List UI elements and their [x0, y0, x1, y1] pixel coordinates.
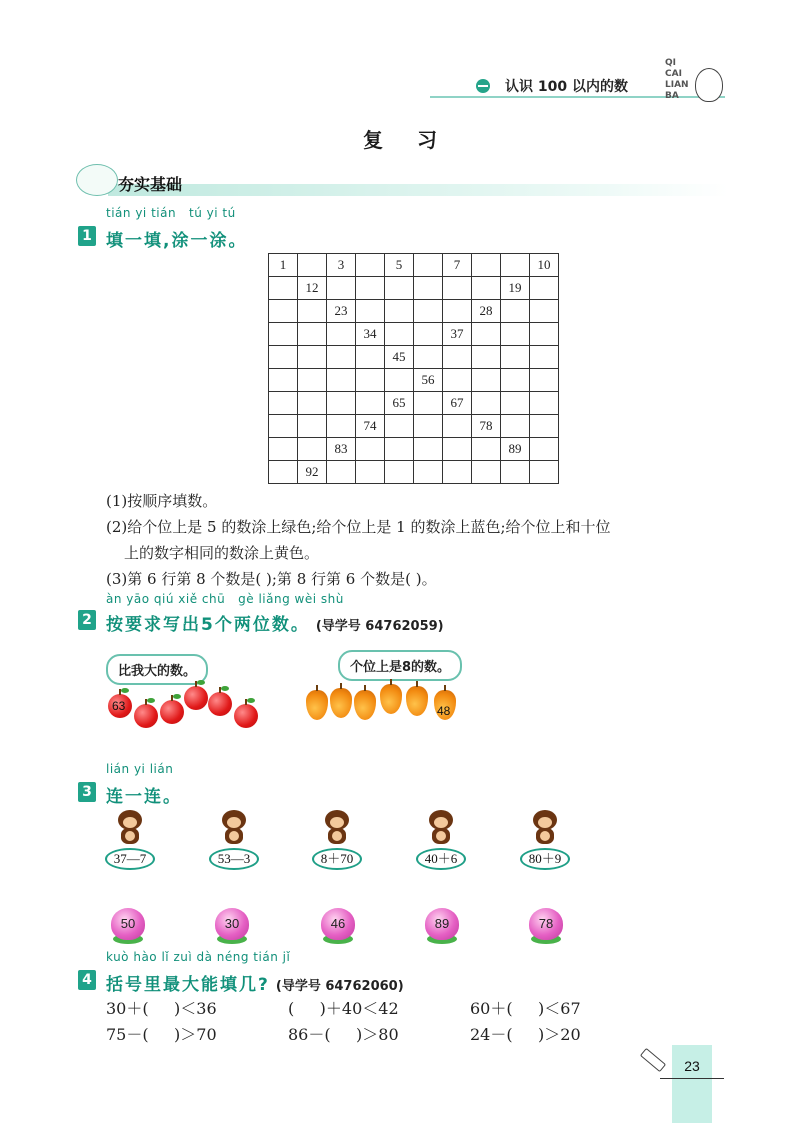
grid-cell[interactable]	[501, 346, 530, 369]
grid-cell[interactable]: 7	[443, 254, 472, 277]
grid-cell[interactable]	[501, 369, 530, 392]
grid-cell[interactable]	[443, 300, 472, 323]
grid-cell[interactable]	[385, 438, 414, 461]
grid-cell[interactable]	[327, 277, 356, 300]
grid-cell[interactable]	[269, 461, 298, 484]
grid-cell[interactable]	[472, 254, 501, 277]
grid-cell[interactable]	[269, 415, 298, 438]
grid-cell[interactable]: 45	[385, 346, 414, 369]
grid-cell[interactable]	[530, 346, 559, 369]
grid-cell[interactable]	[298, 346, 327, 369]
grid-cell[interactable]	[501, 323, 530, 346]
q3-pinyin: lián yi lián	[106, 762, 174, 776]
grid-row	[269, 415, 559, 438]
chapter-title: 认识 100 以内的数	[505, 79, 628, 95]
apple-icon	[208, 692, 232, 716]
grid-cell[interactable]	[443, 277, 472, 300]
mascot-face-icon	[695, 68, 723, 102]
peach-number: 46	[321, 908, 355, 940]
grid-cell[interactable]	[414, 438, 443, 461]
grid-cell[interactable]	[472, 392, 501, 415]
grid-cell[interactable]	[298, 438, 327, 461]
grid-cell[interactable]	[530, 415, 559, 438]
monkey-icon	[530, 810, 560, 846]
apple-label: 63	[112, 699, 126, 713]
grid-cell[interactable]	[327, 461, 356, 484]
grid-cell[interactable]	[443, 415, 472, 438]
grid-cell[interactable]	[327, 392, 356, 415]
apple-icon	[160, 700, 184, 724]
grid-cell[interactable]	[530, 300, 559, 323]
q1-sub1: (1)按顺序填数。	[106, 492, 218, 510]
grid-cell[interactable]: 5	[385, 254, 414, 277]
grid-cell[interactable]	[269, 369, 298, 392]
grid-cell[interactable]	[298, 323, 327, 346]
grid-cell[interactable]	[443, 369, 472, 392]
grid-cell[interactable]	[385, 415, 414, 438]
apple-icon	[184, 686, 208, 710]
grid-cell[interactable]	[269, 346, 298, 369]
grid-cell[interactable]	[385, 277, 414, 300]
grid-row	[269, 369, 559, 392]
expression-bubble: 8＋70	[312, 848, 362, 870]
grid-cell[interactable]	[356, 438, 385, 461]
grid-cell[interactable]: 37	[443, 323, 472, 346]
page-title: 复习	[363, 128, 471, 152]
grid-cell[interactable]	[356, 461, 385, 484]
speech-bubble-right: 个位上是8的数。	[338, 650, 462, 681]
grid-cell[interactable]: 83	[327, 438, 356, 461]
inequality: ( )＋40＜42	[288, 999, 399, 1018]
inequality: 75－( )＞70	[106, 1025, 217, 1044]
section-band	[108, 184, 728, 196]
grid-row	[269, 277, 559, 300]
q1-sub2-line2: 上的数字相同的数涂上黄色。	[124, 544, 320, 562]
grid-cell[interactable]	[443, 346, 472, 369]
q4-number: 4	[78, 970, 96, 990]
section-mascot-icon	[76, 164, 118, 196]
grid-cell[interactable]	[298, 415, 327, 438]
inequality: 24－( )＞20	[470, 1025, 581, 1044]
page-number: 23	[684, 1058, 700, 1074]
grid-cell[interactable]	[501, 254, 530, 277]
grid-cell[interactable]	[327, 415, 356, 438]
grid-cell[interactable]: 1	[269, 254, 298, 277]
series-logo: QI CAI LIAN BA	[665, 58, 689, 101]
grid-cell[interactable]	[327, 369, 356, 392]
q2-guide-number: (导学号 64762059)	[315, 619, 444, 634]
q2-instruction: 按要求写出5个两位数。 (导学号 64762059)	[106, 615, 444, 635]
grid-cell[interactable]	[501, 415, 530, 438]
grid-cell[interactable]: 10	[530, 254, 559, 277]
grid-row	[269, 461, 559, 484]
grid-cell[interactable]: 74	[356, 415, 385, 438]
grid-cell[interactable]	[414, 415, 443, 438]
apple-icon	[134, 704, 158, 728]
grid-cell[interactable]: 92	[298, 461, 327, 484]
grid-cell[interactable]	[472, 438, 501, 461]
grid-cell[interactable]: 23	[327, 300, 356, 323]
grid-cell[interactable]	[298, 300, 327, 323]
grid-cell[interactable]	[269, 392, 298, 415]
grid-cell[interactable]	[530, 277, 559, 300]
grid-cell[interactable]	[443, 438, 472, 461]
grid-cell[interactable]	[530, 461, 559, 484]
speech-bubble-left: 比我大的数。	[106, 654, 208, 685]
grid-cell[interactable]	[501, 461, 530, 484]
grid-cell[interactable]	[414, 277, 443, 300]
pear-icon	[330, 688, 352, 718]
grid-cell[interactable]	[530, 392, 559, 415]
apple-icon	[234, 704, 258, 728]
grid-cell[interactable]: 56	[414, 369, 443, 392]
grid-cell[interactable]	[443, 461, 472, 484]
grid-cell[interactable]	[269, 300, 298, 323]
q1-sub3: (3)第 6 行第 8 个数是( );第 8 行第 6 个数是( )。	[106, 570, 437, 588]
monkey-icon	[426, 810, 456, 846]
inequality: 86－( )＞80	[288, 1025, 399, 1044]
grid-cell[interactable]	[356, 254, 385, 277]
grid-cell[interactable]	[472, 461, 501, 484]
grid-cell[interactable]	[414, 461, 443, 484]
pear-label: 48	[437, 704, 451, 718]
q1-pinyin: tián yi tián tú yi tú	[106, 206, 236, 220]
grid-cell[interactable]	[414, 300, 443, 323]
q4-guide-number: (导学号 64762060)	[275, 979, 404, 994]
grid-cell[interactable]	[530, 369, 559, 392]
pear-icon	[380, 684, 402, 714]
peach-number: 89	[425, 908, 459, 940]
monkey-icon	[115, 810, 145, 846]
pencil-icon	[640, 1048, 666, 1072]
peach-number: 50	[111, 908, 145, 940]
grid-cell[interactable]	[472, 277, 501, 300]
grid-cell[interactable]	[530, 323, 559, 346]
grid-cell[interactable]	[385, 461, 414, 484]
grid-cell[interactable]	[385, 300, 414, 323]
grid-cell[interactable]	[356, 392, 385, 415]
grid-cell[interactable]	[501, 392, 530, 415]
grid-cell[interactable]	[356, 277, 385, 300]
q1-instruction: 填一填,涂一涂。	[106, 231, 248, 251]
grid-cell[interactable]	[269, 438, 298, 461]
grid-cell[interactable]: 67	[443, 392, 472, 415]
grid-cell[interactable]	[385, 369, 414, 392]
grid-cell[interactable]: 28	[472, 300, 501, 323]
grid-cell[interactable]	[530, 438, 559, 461]
grid-cell[interactable]	[327, 346, 356, 369]
section-label: 夯实基础	[118, 175, 183, 194]
q1-sub2-line1: (2)给个位上是 5 的数涂上绿色;给个位上是 1 的数涂上蓝色;给个位上和十位	[106, 518, 611, 536]
grid-cell[interactable]	[414, 254, 443, 277]
grid-cell[interactable]: 34	[356, 323, 385, 346]
grid-cell[interactable]	[327, 323, 356, 346]
q3-instruction: 连一连。	[106, 787, 182, 807]
pear-icon	[406, 686, 428, 716]
grid-cell[interactable]	[414, 323, 443, 346]
expression-bubble: 80＋9	[520, 848, 570, 870]
grid-row	[269, 346, 559, 369]
pear-icon	[354, 690, 376, 720]
grid-row	[269, 438, 559, 461]
grid-cell[interactable]	[269, 323, 298, 346]
grid-cell[interactable]	[472, 346, 501, 369]
grid-cell[interactable]	[501, 300, 530, 323]
inequality: 30＋( )＜36	[106, 999, 217, 1018]
grid-cell[interactable]	[269, 277, 298, 300]
grid-cell[interactable]	[356, 346, 385, 369]
expression-bubble: 37—7	[105, 848, 155, 870]
grid-cell[interactable]	[385, 323, 414, 346]
expression-bubble: 53—3	[209, 848, 259, 870]
grid-row	[269, 300, 559, 323]
expression-bubble: 40＋6	[416, 848, 466, 870]
peach-number: 78	[529, 908, 563, 940]
grid-cell[interactable]	[472, 369, 501, 392]
grid-cell[interactable]	[298, 392, 327, 415]
inequality: 60＋( )＜67	[470, 999, 581, 1018]
grid-cell[interactable]: 78	[472, 415, 501, 438]
q1-number: 1	[78, 226, 96, 246]
grid-cell[interactable]	[298, 254, 327, 277]
header-bullet-icon	[476, 79, 490, 93]
grid-cell[interactable]	[356, 300, 385, 323]
monkey-icon	[322, 810, 352, 846]
grid-cell[interactable]: 65	[385, 392, 414, 415]
grid-cell[interactable]: 3	[327, 254, 356, 277]
q2-pinyin: àn yāo qiú xiě chū gè liǎng wèi shù	[106, 592, 344, 606]
q3-number: 3	[78, 782, 96, 802]
pear-icon	[306, 690, 328, 720]
footer-rule	[660, 1078, 724, 1079]
grid-cell[interactable]: 89	[501, 438, 530, 461]
q2-number: 2	[78, 610, 96, 630]
grid-cell[interactable]: 12	[298, 277, 327, 300]
monkey-icon	[219, 810, 249, 846]
q4-pinyin: kuò hào lǐ zuì dà néng tián jǐ	[106, 950, 291, 964]
grid-cell[interactable]	[356, 369, 385, 392]
grid-cell[interactable]: 19	[501, 277, 530, 300]
hundred-grid	[268, 253, 559, 484]
q4-instruction: 括号里最大能填几? (导学号 64762060)	[106, 975, 404, 995]
grid-row	[269, 323, 559, 346]
peach-number: 30	[215, 908, 249, 940]
grid-cell[interactable]	[298, 369, 327, 392]
grid-cell[interactable]	[472, 323, 501, 346]
grid-cell[interactable]	[414, 392, 443, 415]
grid-row	[269, 392, 559, 415]
grid-row	[269, 254, 559, 277]
page-number-tab	[672, 1045, 712, 1123]
grid-cell[interactable]	[414, 346, 443, 369]
